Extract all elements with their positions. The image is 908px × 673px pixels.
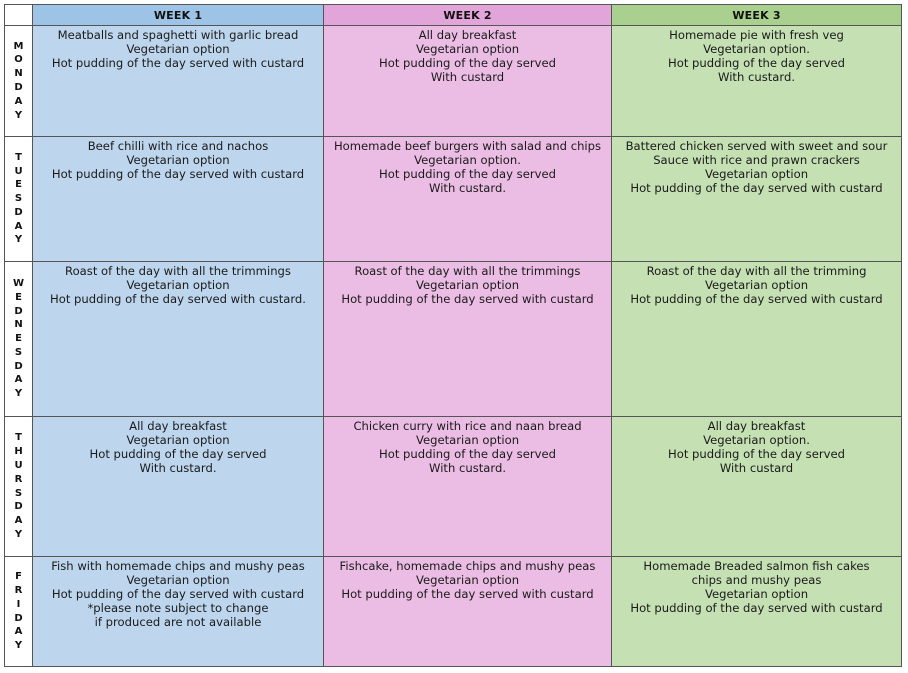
- day-letter: D: [14, 612, 23, 624]
- menu-line: Sauce with rice and prawn crackers: [653, 153, 860, 167]
- day-row-monday: [5, 26, 902, 137]
- menu-line: Vegetarian option.: [703, 433, 810, 447]
- day-letter: A: [14, 515, 23, 527]
- menu-line: Hot pudding of the day served: [379, 447, 556, 461]
- day-letter: I: [16, 598, 21, 610]
- day-label: [5, 557, 33, 667]
- menu-line: Vegetarian option.: [703, 42, 810, 56]
- menu-line: Vegetarian option.: [414, 153, 521, 167]
- menu-line: All day breakfast: [707, 419, 806, 433]
- menu-cell-week-3: [612, 262, 902, 417]
- day-name: [5, 277, 32, 401]
- day-letter: Y: [14, 234, 23, 246]
- day-letter: S: [14, 346, 23, 358]
- menu-line: Chicken curry with rice and naan bread: [353, 419, 582, 433]
- day-letter: A: [14, 220, 23, 232]
- menu-line: Hot pudding of the day served with custard: [341, 587, 594, 601]
- menu-line: Vegetarian option: [704, 278, 809, 292]
- menu-cell-week-1: [33, 26, 324, 137]
- week-3-header: WEEK 3: [612, 5, 902, 26]
- day-name: [5, 570, 32, 653]
- day-letter: F: [15, 571, 22, 583]
- day-letter: Y: [14, 388, 23, 400]
- menu-table: [4, 4, 902, 667]
- day-letter: E: [15, 333, 22, 345]
- menu-line: Homemade pie with fresh veg: [669, 28, 844, 42]
- menu-cell-week-3: [612, 557, 902, 667]
- menu-cell-week-2: [324, 262, 612, 417]
- day-letter: N: [14, 319, 23, 331]
- day-letter: H: [14, 446, 23, 458]
- day-name: [5, 40, 32, 123]
- menu-line: Meatballs and spaghetti with garlic bread: [57, 28, 299, 42]
- menu-line: With custard: [719, 461, 794, 475]
- menu-cell-week-3: [612, 26, 902, 137]
- day-letter: D: [14, 206, 23, 218]
- menu-line: Battered chicken served with sweet and sour: [625, 139, 888, 153]
- day-letter: Y: [14, 528, 23, 540]
- menu-line: Fishcake, homemade chips and mushy peas: [339, 559, 596, 573]
- menu-line: Hot pudding of the day served with custard: [630, 292, 883, 306]
- day-letter: S: [14, 487, 23, 499]
- header-row: [5, 5, 902, 26]
- day-name: [5, 431, 32, 541]
- menu-cell-week-1: [33, 557, 324, 667]
- menu-line: Vegetarian option: [704, 167, 809, 181]
- menu-line: Hot pudding of the day served with custard: [51, 56, 305, 70]
- menu-line: Homemade Breaded salmon fish cakes: [643, 559, 870, 573]
- day-letter: E: [15, 291, 22, 303]
- menu-line: Hot pudding of the day served: [668, 56, 845, 70]
- day-letter: S: [14, 193, 23, 205]
- day-row-friday: [5, 557, 902, 667]
- menu-line: Hot pudding of the day served with custard: [341, 292, 594, 306]
- day-letter: A: [14, 374, 23, 386]
- menu-line: *please note subject to change: [87, 601, 269, 615]
- day-row-wednesday: [5, 262, 902, 417]
- menu-line: Hot pudding of the day served with custard: [51, 587, 305, 601]
- menu-line: Hot pudding of the day served: [89, 447, 267, 461]
- menu-line: Hot pudding of the day served with custard: [630, 181, 883, 195]
- menu-line: Vegetarian option: [126, 278, 230, 292]
- week-1-header: WEEK 1: [33, 5, 324, 26]
- menu-line: if produced are not available: [94, 615, 262, 629]
- day-letter: D: [14, 501, 23, 513]
- menu-line: With custard: [430, 70, 505, 84]
- day-letter: N: [14, 68, 23, 80]
- menu-line: Vegetarian option: [415, 278, 520, 292]
- menu-line: Vegetarian option: [126, 42, 230, 56]
- menu-line: All day breakfast: [129, 419, 227, 433]
- menu-cell-week-2: [324, 417, 612, 557]
- menu-line: Vegetarian option: [126, 573, 230, 587]
- menu-line: Homemade beef burgers with salad and chips: [333, 139, 602, 153]
- day-letter: Y: [14, 640, 23, 652]
- day-letter: A: [14, 626, 23, 638]
- day-label: [5, 262, 33, 417]
- day-letter: D: [14, 82, 23, 93]
- day-letter: U: [14, 165, 23, 177]
- menu-line: Hot pudding of the day served: [379, 167, 556, 181]
- menu-line: Hot pudding of the day served: [379, 56, 556, 70]
- menu-line: Vegetarian option: [126, 153, 230, 167]
- day-label: [5, 417, 33, 557]
- day-letter: U: [14, 459, 23, 471]
- menu-line: Hot pudding of the day served with custard.: [50, 292, 306, 306]
- day-letter: R: [14, 473, 23, 485]
- day-row-thursday: [5, 417, 902, 557]
- day-letter: D: [14, 360, 23, 372]
- day-label: [5, 26, 33, 137]
- menu-line: Roast of the day with all the trimming: [646, 264, 867, 278]
- menu-line: Fish with homemade chips and mushy peas: [51, 559, 305, 573]
- day-letter: T: [15, 151, 22, 163]
- menu-line: Hot pudding of the day served: [668, 447, 845, 461]
- day-letter: T: [15, 432, 22, 444]
- menu-line: Vegetarian option: [415, 573, 520, 587]
- day-letter: D: [14, 305, 23, 317]
- menu-line: Roast of the day with all the trimmings: [354, 264, 581, 278]
- day-name: [5, 151, 32, 248]
- menu-cell-week-1: [33, 262, 324, 417]
- day-letter: Y: [14, 109, 23, 121]
- week-2-header: WEEK 2: [324, 5, 612, 26]
- day-letter: A: [14, 95, 23, 107]
- day-letter: O: [14, 54, 23, 66]
- menu-line: chips and mushy peas: [691, 573, 822, 587]
- menu-line: Vegetarian option: [704, 587, 809, 601]
- menu-line: With custard.: [717, 70, 796, 84]
- menu-line: Hot pudding of the day served with custard: [630, 601, 883, 615]
- menu-cell-week-2: [324, 26, 612, 137]
- menu-line: With custard.: [428, 181, 507, 195]
- menu-line: With custard.: [139, 461, 217, 475]
- menu-body: [5, 26, 902, 667]
- corner-cell: [5, 5, 33, 26]
- menu-cell-week-3: [612, 417, 902, 557]
- menu-line: Roast of the day with all the trimmings: [65, 264, 291, 278]
- day-letter: W: [12, 277, 25, 289]
- menu-line: Vegetarian option: [126, 433, 230, 447]
- menu-line: With custard.: [428, 461, 507, 475]
- menu-line: All day breakfast: [418, 28, 517, 42]
- menu-cell-week-3: [612, 137, 902, 262]
- menu-cell-week-1: [33, 417, 324, 557]
- day-letter: M: [13, 40, 24, 52]
- day-row-tuesday: [5, 137, 902, 262]
- day-letter: E: [15, 179, 22, 191]
- day-label: [5, 137, 33, 262]
- menu-cell-week-2: [324, 137, 612, 262]
- menu-cell-week-1: [33, 137, 324, 262]
- menu-line: Hot pudding of the day served with custard: [51, 167, 305, 181]
- menu-cell-week-2: [324, 557, 612, 667]
- day-letter: R: [14, 584, 23, 596]
- menu-line: Vegetarian option: [415, 433, 520, 447]
- menu-line: Vegetarian option: [415, 42, 520, 56]
- menu-line: Beef chilli with rice and nachos: [87, 139, 269, 153]
